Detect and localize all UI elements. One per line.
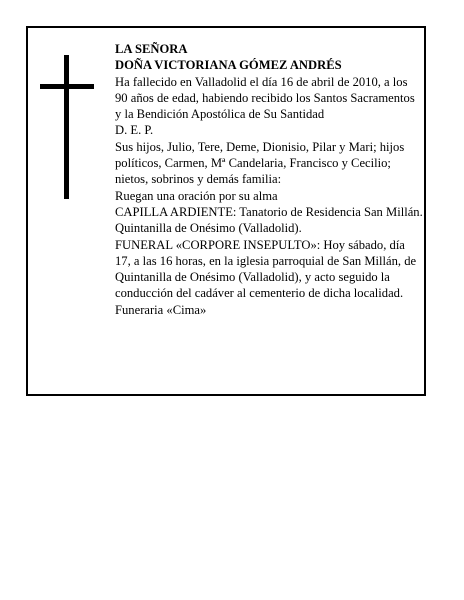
chapel-info: CAPILLA ARDIENTE: Tanatorio de Residencia San Millán. Quintanilla de Onésimo (Valladolid).: [115, 204, 423, 236]
cross-horizontal-bar: [40, 84, 94, 89]
rest-in-peace: D. E. P.: [115, 123, 154, 138]
notice-body: [115, 41, 423, 318]
obituary-notice: [26, 26, 426, 396]
prayer-request: Ruegan una oración por su alma: [115, 188, 278, 203]
cross-icon: [40, 55, 94, 199]
notice-heading-title: LA SEÑORA: [115, 42, 188, 56]
deceased-name: DOÑA VICTORIANA GÓMEZ ANDRÉS: [115, 58, 342, 73]
funeral-home: Funeraria «Cima»: [115, 302, 207, 317]
funeral-info: FUNERAL «CORPORE INSEPULTO»: Hoy sábado, día 17, a las 16 horas, en la iglesia parroquial de San Millán, de Quintanilla de Onésimo (Valladolid), y acto seguido la conducción del cadáver al cementerio de dicha localidad.: [115, 237, 417, 301]
family-list: Sus hijos, Julio, Tere, Deme, Dionisio, Pilar y Mari; hijos políticos, Carmen, Mª Candelaria, Francisco y Cecilio; nietos, sobrinos y demás familia:: [115, 139, 405, 187]
death-announcement: Ha fallecido en Valladolid el día 16 de abril de 2010, a los 90 años de edad, habiendo recibido los Santos Sacramentos y la Bendición Apostólica de Su Santidad: [115, 74, 415, 122]
cross-vertical-bar: [64, 55, 69, 199]
